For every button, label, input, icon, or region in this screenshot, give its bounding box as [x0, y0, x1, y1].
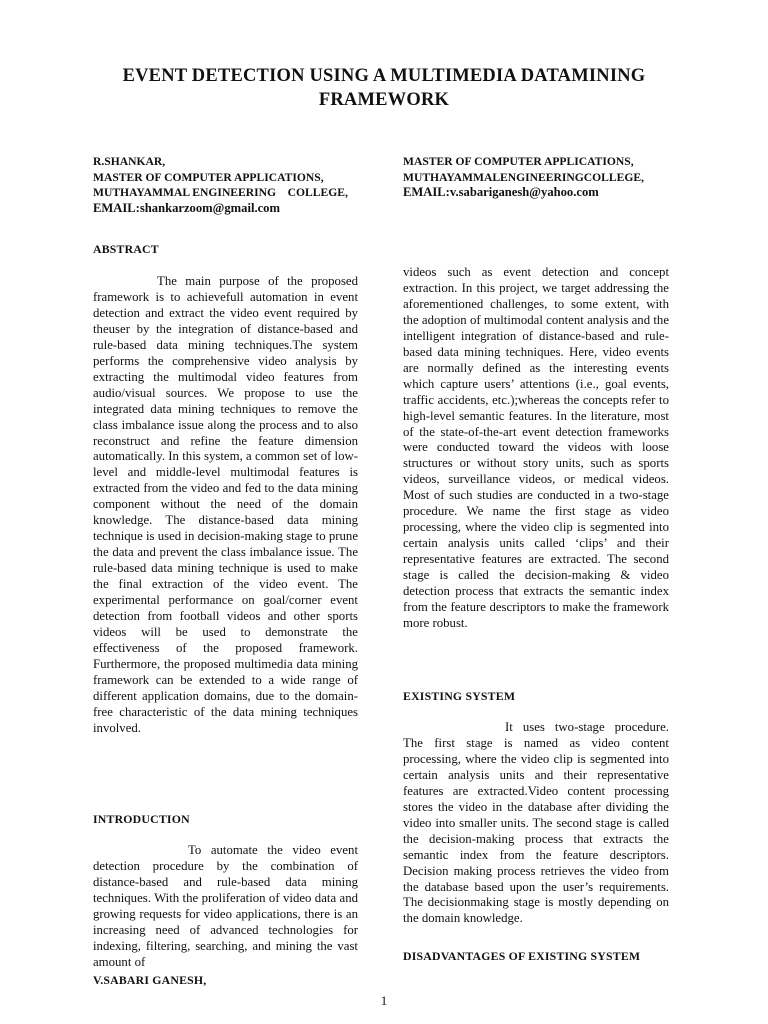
author-email: EMAIL:shankarzoom@gmail.com	[93, 200, 280, 215]
author-email: EMAIL:v.sabariganesh@yahoo.com	[403, 185, 599, 199]
introduction-text: To automate the video event detection procedure by the combination of distance-based and rule-based data mining techniques. With the proliferation of video data and growing requests for video applications, there is an increasing need of advanced technologies for indexing, filtering, searching, and mining the vast amount of	[93, 843, 358, 969]
author-dept: MASTER OF COMPUTER APPLICATIONS,	[403, 155, 634, 168]
abstract-heading: ABSTRACT	[93, 242, 159, 256]
second-author-name: V.SABARI GANESH,	[93, 973, 207, 987]
author-left-block	[93, 154, 348, 216]
author-name: R.SHANKAR,	[93, 155, 166, 168]
page-number: 1	[380, 993, 388, 1008]
right-column-text: videos such as event detection and concept extraction. In this project, we target addressing the aforementioned challenges, to some extent, with the adoption of multimodal content analysis and the intelligent integration of distance-based and rule-based data mining techniques. Here, video events are normally defined as the interesting events which capture users’ attentions (i.e., goal events, traffic accidents, etc.);whereas the concepts refer to high-level semantic features. In the literature, most of the state-of-the-art event detection frameworks were conducted toward the videos with loose structures or without story units, such as sports videos, surveillance videos, or medical videos. Most of such studies are conducted in a two-stage procedure. We name the first stage as video processing, where the video clip is segmented into certain analysis units called ‘clips’ and their representative features are extracted. The second stage is called the decision-making & video detection process that extracts the semantic index from the feature descriptors to make the framework more robust.	[403, 265, 669, 630]
abstract-text: The main purpose of the proposed framework is to achievefull automation in event detection and extract the video event required by theuser by the integration of distance-based and rule-based data mining techniques.The system performs the comprehensive video analysis by extracting the multimodal video features from audio/visual sources. We propose to use the integrated data mining techniques to remove the class imbalance issue along the process and to also reconstruct and refine the feature dimension automatically. In this system, a common set of low-level and middle-level multimodal features is extracted from the video and fed to the data mining component without the need of the domain knowledge. The distance-based data mining technique is used in decision-making stage to prune the data and prevent the class imbalance issue. The rule-based data mining technique is used to make the final extraction of the video event. The experimental performance on goal/corner event detection from football videos and other sports videos will be used to demonstrate the effectiveness of the proposed framework. Furthermore, the proposed multimedia data mining framework can be extended to a wide range of different application domains, due to the domain-free characteristic of the data mining techniques involved.	[93, 274, 358, 735]
disadvantages-heading: DISADVANTAGES OF EXISTING SYSTEM	[403, 949, 641, 963]
author-dept: MASTER OF COMPUTER APPLICATIONS,	[93, 170, 324, 184]
author-right-block	[403, 154, 644, 201]
introduction-heading: INTRODUCTION	[93, 812, 190, 826]
author-college: MUTHAYAMMAL ENGINEERING COLLEGE,	[93, 186, 348, 199]
author-college: MUTHAYAMMALENGINEERINGCOLLEGE,	[403, 170, 645, 184]
existing-system-text: It uses two-stage procedure. The first stage is named as video content processing, where the video clip is segmented into certain analysis units and their representative features are extracted.Video content processing stores the video in the database after dividing the video into smaller units. The second stage is called the decision-making process that extracts the semantic index from the feature descriptors. Decision making process retrieves the video from the database based upon the user’s requirements. The decisionmaking stage is mostly depending on the domain knowledge.	[403, 720, 669, 926]
paper-title: EVENT DETECTION USING A MULTIMEDIA DATAMINING FRAMEWORK	[122, 66, 646, 110]
existing-system-heading: EXISTING SYSTEM	[403, 689, 516, 703]
